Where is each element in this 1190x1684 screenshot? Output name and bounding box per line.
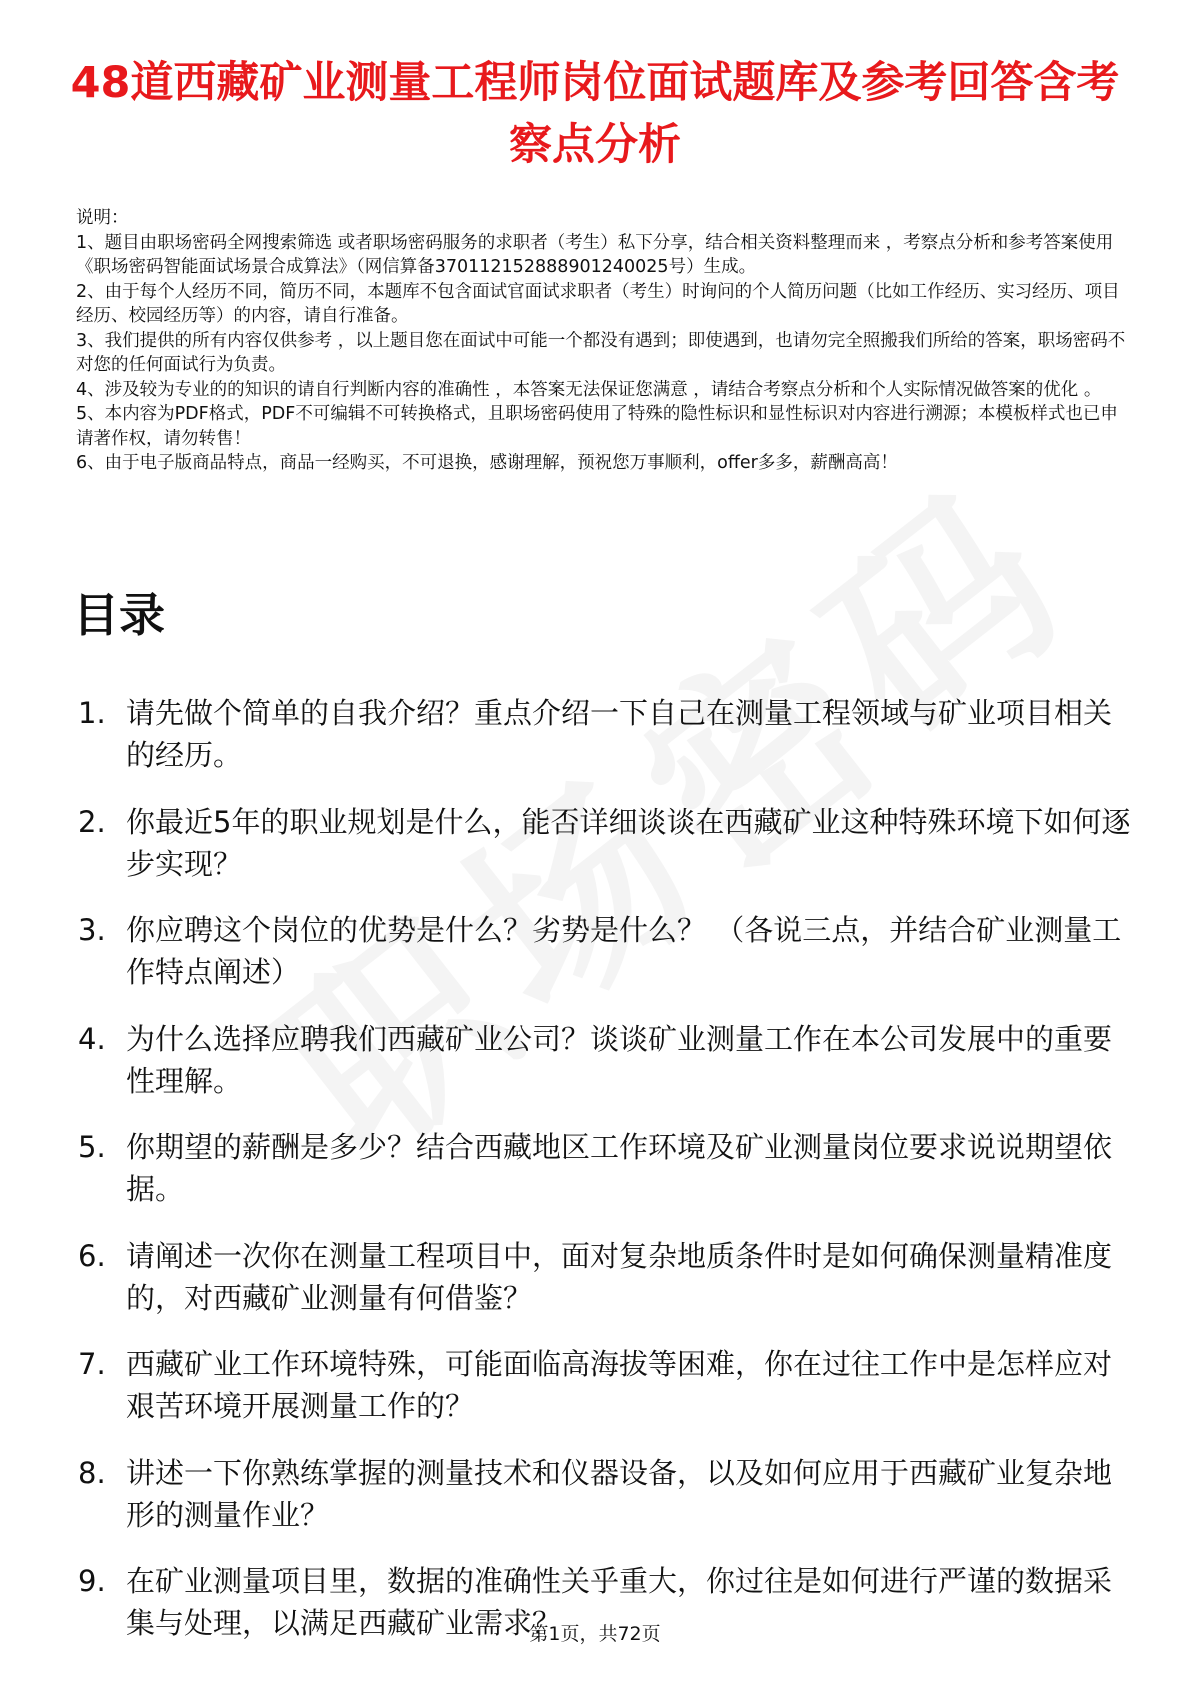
note-item-1: 1、题目由职场密码全网搜索筛选 或者职场密码服务的求职者（考生）私下分享，结合相关资料整理而来 ，考察点分析和参考答案使用《职场密码智能面试场景合成算法》（网信算备370112152888901240025号）生成。 <box>76 232 1114 277</box>
toc-item-number: 9. <box>78 1564 106 1598</box>
note-item-3: 3、我们提供的所有内容仅供参考 ，以上题目您在面试中可能一个都没有遇到；即使遇到，也请勿完全照搬我们所给的答案，职场密码不对您的任何面试行为负责。 <box>76 330 1126 375</box>
toc-item[interactable] <box>78 909 1138 1018</box>
toc-list <box>78 692 1138 1669</box>
toc-item-text: 你期望的薪酬是多少？结合西藏地区工作环境及矿业测量岗位要求说说期望依据。 <box>126 1130 1113 1206</box>
toc-item-text: 请阐述一次你在测量工程项目中，面对复杂地质条件时是如何确保测量精准度的，对西藏矿业测量有何借鉴？ <box>126 1238 1113 1315</box>
toc-item[interactable] <box>78 692 1138 801</box>
toc-item-text: 西藏矿业工作环境特殊，可能面临高海拔等困难，你在过往工作中是怎样应对艰苦环境开展测量工作的？ <box>126 1347 1113 1423</box>
toc-item[interactable] <box>78 801 1138 910</box>
toc-item-text: 为什么选择应聘我们西藏矿业公司？谈谈矿业测量工作在本公司发展中的重要性理解。 <box>126 1021 1113 1098</box>
toc-heading: 目录 <box>73 588 165 642</box>
page-footer: 第1页，共72页 <box>529 1623 661 1645</box>
toc-item[interactable] <box>78 1235 1138 1344</box>
toc-item[interactable] <box>78 1343 1138 1452</box>
toc-item-number: 7. <box>78 1347 106 1381</box>
toc-item-number: 4. <box>78 1021 106 1056</box>
toc-item[interactable] <box>78 1126 1138 1235</box>
toc-item-number: 8. <box>78 1455 106 1490</box>
document-title: 48道西藏矿业测量工程师岗位面试题库及参考回答含考察点分析 <box>70 58 1120 170</box>
toc-item-text: 请先做个简单的自我介绍？重点介绍一下自己在测量工程领域与矿业项目相关的经历。 <box>126 696 1113 772</box>
toc-item-number: 6. <box>78 1238 106 1273</box>
toc-item-number: 5. <box>78 1130 106 1164</box>
note-item-5: 5、本内容为PDF格式，PDF不可编辑不可转换格式，且职场密码使用了特殊的隐性标识和显性标识对内容进行溯源；本模板样式也已申请著作权，请勿转售！ <box>76 404 1118 449</box>
toc-item-text: 在矿业测量项目里，数据的准确性关乎重大，你过往是如何进行严谨的数据采集与处理，以满足西藏矿业需求？ <box>126 1564 1113 1640</box>
note-item-2: 2、由于每个人经历不同，简历不同，本题库不包含面试官面试求职者（考生）时询问的个人简历问题（比如工作经历、实习经历、项目经历、校园经历等）的内容，请自行准备。 <box>76 281 1120 326</box>
toc-item-number: 3. <box>78 913 106 947</box>
toc-item[interactable] <box>78 1560 1138 1669</box>
toc-item[interactable] <box>78 1452 1138 1561</box>
notes-heading: 说明： <box>76 208 129 228</box>
toc-item[interactable] <box>78 1018 1138 1127</box>
toc-item-text: 讲述一下你熟练掌握的测量技术和仪器设备，以及如何应用于西藏矿业复杂地形的测量作业？ <box>126 1455 1113 1532</box>
notes-section <box>76 206 1126 476</box>
note-item-6: 6、由于电子版商品特点，商品一经购买，不可退换，感谢理解，预祝您万事顺利，offer多多，薪酬高高！ <box>76 453 898 473</box>
toc-item-number: 1. <box>78 696 106 730</box>
toc-item-text: 你应聘这个岗位的优势是什么？劣势是什么？ （各说三点，并结合矿业测量工作特点阐述） <box>126 913 1122 989</box>
toc-item-text: 你最近5年的职业规划是什么，能否详细谈谈在西藏矿业这种特殊环境下如何逐步实现？ <box>126 804 1131 881</box>
toc-item-number: 2. <box>78 804 106 839</box>
note-item-4: 4、涉及较为专业的的知识的请自行判断内容的准确性 ，本答案无法保证您满意 ，请结合考察点分析和个人实际情况做答案的优化 。 <box>76 379 1102 400</box>
